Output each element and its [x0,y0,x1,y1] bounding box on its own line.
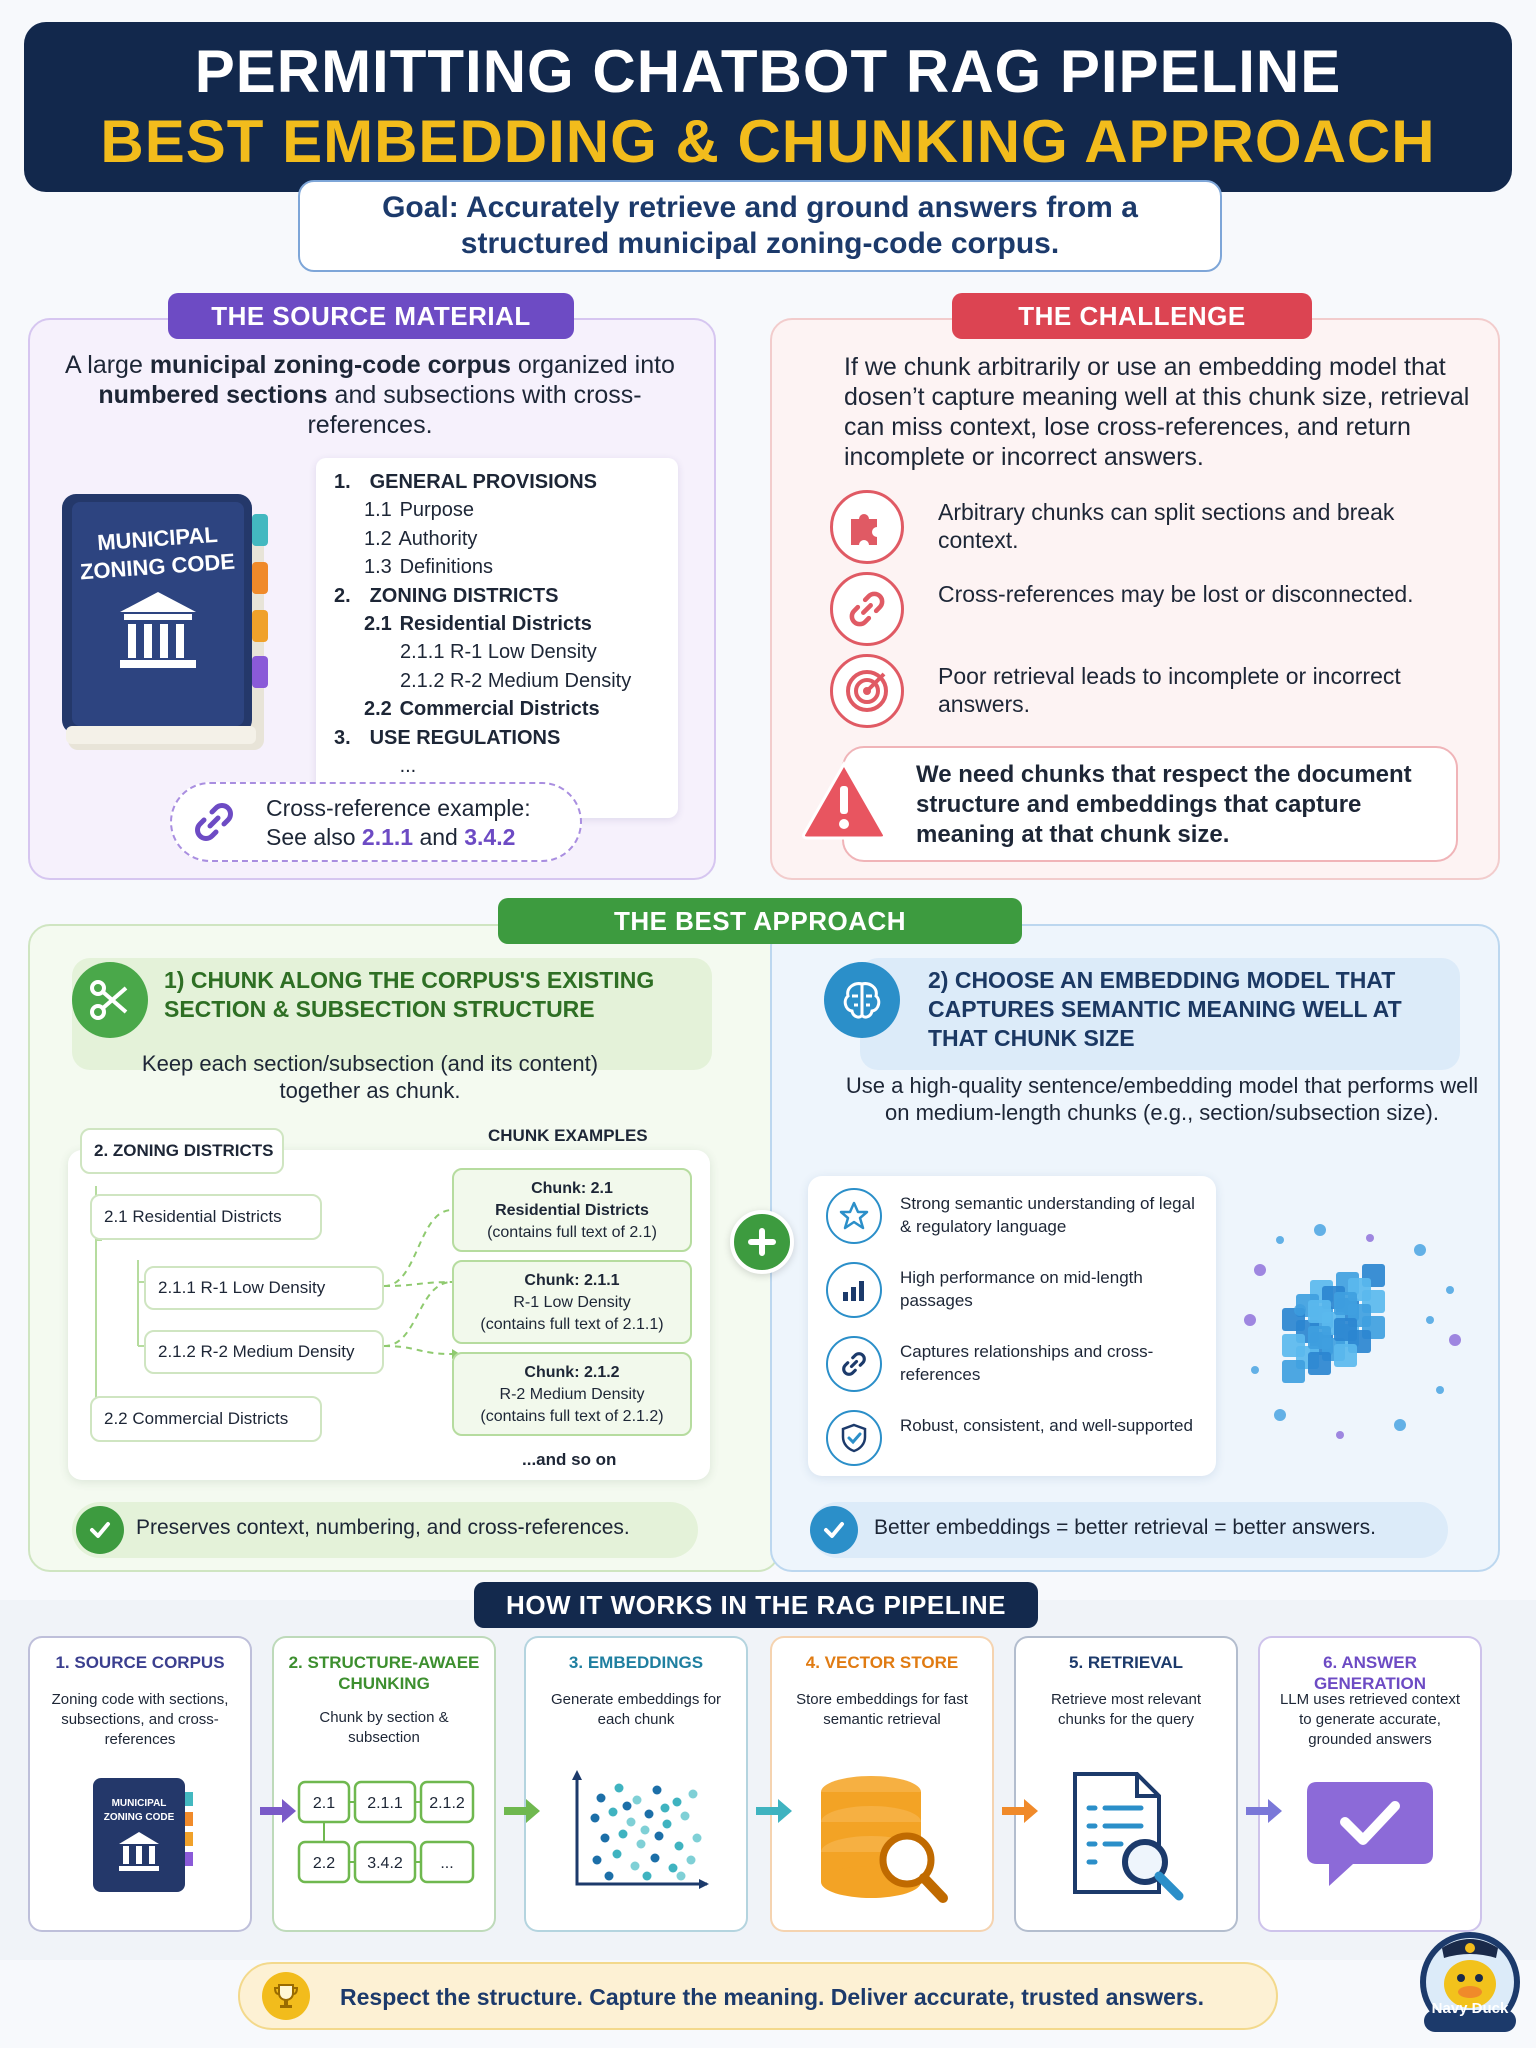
toc-text: Authority [398,527,478,550]
chunk-id: Chunk: 2.1 [531,1180,613,1197]
toc-item [334,724,660,752]
chunk-note: (contains full text of 2.1) [487,1224,657,1241]
header-banner [24,22,1512,192]
toc-item [334,582,660,610]
scatter-plot-icon [561,1768,711,1898]
tree-node-2-1-1: 2.1.1 R-1 Low Density [144,1266,384,1310]
chunk-cell-text: 2.1.2 [429,1795,465,1812]
toc-text: ZONING DISTRICTS [369,584,559,607]
source-desc-part: organized into [510,351,675,379]
toc-text: Commercial Districts [399,698,600,721]
challenge-item-text: Arbitrary chunks can split sections and break context. [938,499,1395,553]
source-desc-part: and subsections with cross-references. [307,381,642,439]
toc-item [334,638,660,666]
step2-description: Use a high-quality sentence/embedding model that performs well on medium-length chunks (e.g., section/subsection size). [845,1073,1479,1125]
challenge-item-split [830,490,1470,566]
arrow-right-icon [1244,1796,1284,1826]
feature-text: Strong semantic understanding of legal & regulatory language [900,1194,1195,1236]
step2-title: 2) CHOOSE AN EMBEDDING MODEL THAT CAPTURES SEMANTIC MEANING WELL AT THAT CHUNK SIZE [928,967,1402,1051]
toc-item [334,468,660,496]
feature-row [820,1404,1210,1470]
toc-text: ... [399,755,417,778]
book-icon [75,1768,205,1898]
book-cover-text: MUNICIPAL [96,521,219,556]
chunk-name: R-1 Low Density [513,1294,631,1311]
link-icon [190,798,238,846]
toc-number: 2.1.2 [400,669,445,692]
toc-number: 2.1 [364,613,392,636]
trophy-icon [262,1972,310,2020]
stage-illustration [526,1768,746,1898]
stage-description: Chunk by section & subsection [319,1709,449,1746]
stage-title: 5. RETRIEVAL [1069,1653,1183,1672]
best-approach-label: THE BEST APPROACH [498,898,1022,944]
warning-icon [800,760,888,840]
toc-item [334,695,660,723]
step1-description: Keep each section/subsection (and its content) together as chunk. [141,1051,599,1103]
chunk-examples-label: CHUNK EXAMPLES [488,1126,648,1145]
stage-illustration [1260,1768,1480,1898]
xref-pre: See also [266,824,362,850]
zoning-code-book-icon [62,488,272,756]
check-icon [810,1506,858,1554]
chunk-note: (contains full text of 2.1.1) [480,1316,664,1333]
chunk-example-2-1 [452,1168,692,1252]
feature-text: Robust, consistent, and well-supported [900,1416,1193,1435]
toc-text: GENERAL PROVISIONS [369,471,598,493]
xref-line-2 [266,823,531,852]
pipeline-stage [1014,1636,1238,1932]
scissors-icon [72,962,148,1038]
toc-number: 1.1 [364,499,392,522]
star-icon [826,1188,882,1244]
tree-node-2-2: 2.2 Commercial Districts [90,1396,322,1442]
footer-text: Respect the structure. Capture the meaning. Deliver accurate, trusted answers. [340,1984,1205,2010]
feature-text: Captures relationships and cross-references [900,1342,1154,1384]
xref-ref-b: 3.4.2 [464,824,516,850]
pipeline-label: HOW IT WORKS IN THE RAG PIPELINE [474,1582,1038,1628]
toc-text: R-1 Low Density [450,641,597,664]
tree-node-2-1: 2.1 Residential Districts [90,1194,322,1240]
link-icon [830,572,904,646]
arrow-right-icon [754,1796,794,1826]
source-desc-part: A large [65,351,150,379]
chat-check-icon [1295,1768,1445,1898]
chunk-name: R-2 Medium Density [499,1386,645,1403]
database-search-icon [807,1768,957,1908]
toc-text: USE REGULATIONS [369,726,561,749]
chunk-example-2-1-2 [452,1352,692,1436]
toc-number: 3. [334,726,351,749]
source-description [60,350,680,440]
mini-book-text: ZONING CODE [103,1812,175,1823]
stage-description: Retrieve most relevant chunks for the query [1050,1691,1202,1728]
stage-title: 3. EMBEDDINGS [568,1653,704,1672]
chunk-id: Chunk: 2.1.1 [524,1272,620,1289]
source-desc-bold: numbered sections [98,381,328,409]
stage-title: 1. SOURCE CORPUS [55,1653,225,1672]
title-line-2: BEST EMBEDDING & CHUNKING APPROACH [100,108,1436,175]
pipeline-stage [770,1636,994,1932]
arrow-right-icon [1000,1796,1040,1826]
toc-number: 2. [334,584,351,607]
toc-number: 2.1.1 [400,641,445,664]
bar-chart-icon [826,1262,882,1318]
xref-ref-a: 2.1.1 [361,824,414,850]
toc-text: Purpose [399,499,475,522]
pipeline-stage [28,1636,252,1932]
pipeline-stage [272,1636,496,1932]
toc-item [334,553,660,581]
toc-item [334,667,660,695]
embedding-cube-icon [1240,1220,1470,1450]
stage-illustration [772,1768,992,1908]
brain-icon [824,962,900,1038]
xref-line-1: Cross-reference example: [266,795,531,821]
arrow-right-icon [502,1796,542,1826]
chunk-name: Residential Districts [495,1202,649,1219]
stage-illustration [30,1768,250,1898]
toc-item [334,752,660,780]
chunk-cell-text: 3.4.2 [367,1855,403,1872]
challenge-item-text: Cross-references may be lost or disconnected. [938,581,1414,607]
chunk-note: (contains full text of 2.1.2) [480,1408,664,1425]
tree-node-2-1-2: 2.1.2 R-2 Medium Density [144,1330,384,1374]
stage-illustration [274,1768,494,1898]
chunk-cell-text: 2.2 [312,1855,336,1872]
xref-mid: and [413,824,465,850]
chunk-cell-text: 2.1 [312,1795,336,1812]
stage-title: 4. VECTOR STORE [805,1653,959,1672]
stage-illustration [1016,1768,1236,1908]
toc-item [334,610,660,638]
chunk-example-2-1-1 [452,1260,692,1344]
and-so-on-text: ...and so on [522,1450,617,1469]
toc-number: 2.2 [364,698,392,721]
chunk-id: Chunk: 2.1.2 [524,1364,620,1381]
cross-reference-example [170,782,582,862]
step1-title: 1) CHUNK ALONG THE CORPUS'S EXISTING SECTION & SUBSECTION STRUCTURE [164,967,655,1022]
stage-title: 2. STRUCTURE-AWAEE CHUNKING [288,1653,480,1693]
embedding-features-card [808,1176,1216,1476]
feature-text: High performance on mid-length passages [900,1268,1143,1310]
toc-item [334,496,660,524]
chunk-cell-text: 2.1.1 [367,1795,403,1812]
step2-result-text: Better embeddings = better retrieval = better answers. [874,1516,1376,1539]
stage-title: 6. ANSWER GENERATION [1313,1653,1427,1693]
toc-number: 1.2 [364,527,392,550]
source-desc-bold: municipal zoning-code corpus [149,351,511,379]
challenge-warning-box: We need chunks that respect the document structure and embeddings that capture meaning at that chunk size. [842,746,1458,862]
chunk-grid-icon [289,1768,479,1898]
feature-row [820,1256,1210,1322]
source-material-label: THE SOURCE MATERIAL [168,293,574,339]
footer-banner [238,1962,1278,2030]
feature-row [820,1330,1210,1396]
toc-number: 1.3 [364,556,392,579]
challenge-item-retrieval [830,654,1470,730]
stage-description: Generate embeddings for each chunk [550,1691,722,1728]
step1-result-text: Preserves context, numbering, and cross-references. [136,1516,630,1539]
document-search-icon [1051,1768,1201,1908]
book-cover-text: ZONING CODE [79,548,236,585]
check-icon [76,1506,124,1554]
puzzle-icon [830,490,904,564]
plus-icon [730,1210,794,1274]
step2-result [810,1502,1448,1558]
toc-text: Residential Districts [399,613,592,636]
cross-reference-text [266,794,531,852]
challenge-item-xref [830,572,1470,648]
chunk-cell-text: ... [440,1855,454,1872]
toc-item [334,525,660,553]
toc-text: R-2 Medium Density [450,669,632,692]
challenge-item-text: Poor retrieval leads to incomplete or incorrect answers. [938,663,1401,717]
stage-description: Store embeddings for fast semantic retrieval [796,1691,968,1728]
shield-check-icon [826,1410,882,1466]
challenge-label: THE CHALLENGE [952,293,1312,339]
feature-row [820,1182,1210,1248]
challenge-description: If we chunk arbitrarily or use an embedding model that dosen’t capture meaning well at this chunk size, retrieval can miss context, lose cross-references, and return incomplete or incorrect answers. [844,353,1470,471]
stage-description: LLM uses retrieved context to generate accurate, grounded answers [1279,1691,1461,1748]
toc-number: 1. [334,471,351,493]
navy-duck-label: Navy Duck [1431,2000,1509,2017]
toc-text: Definitions [399,556,493,579]
step1-result [72,1502,698,1558]
arrow-right-icon [258,1796,298,1826]
stage-description: Zoning code with sections, subsections, and cross-references [51,1691,229,1748]
tree-node-2: 2. ZONING DISTRICTS [80,1128,284,1174]
table-of-contents [316,458,678,818]
link-icon [826,1336,882,1392]
mini-book-text: MUNICIPAL [111,1798,167,1809]
title-line-1: PERMITTING CHATBOT RAG PIPELINE [194,38,1342,105]
target-icon [830,654,904,728]
goal-box: Goal: Accurately retrieve and ground answers from a structured municipal zoning-code corpus. [298,180,1222,272]
pipeline-stage [1258,1636,1482,1932]
pipeline-stage [524,1636,748,1932]
